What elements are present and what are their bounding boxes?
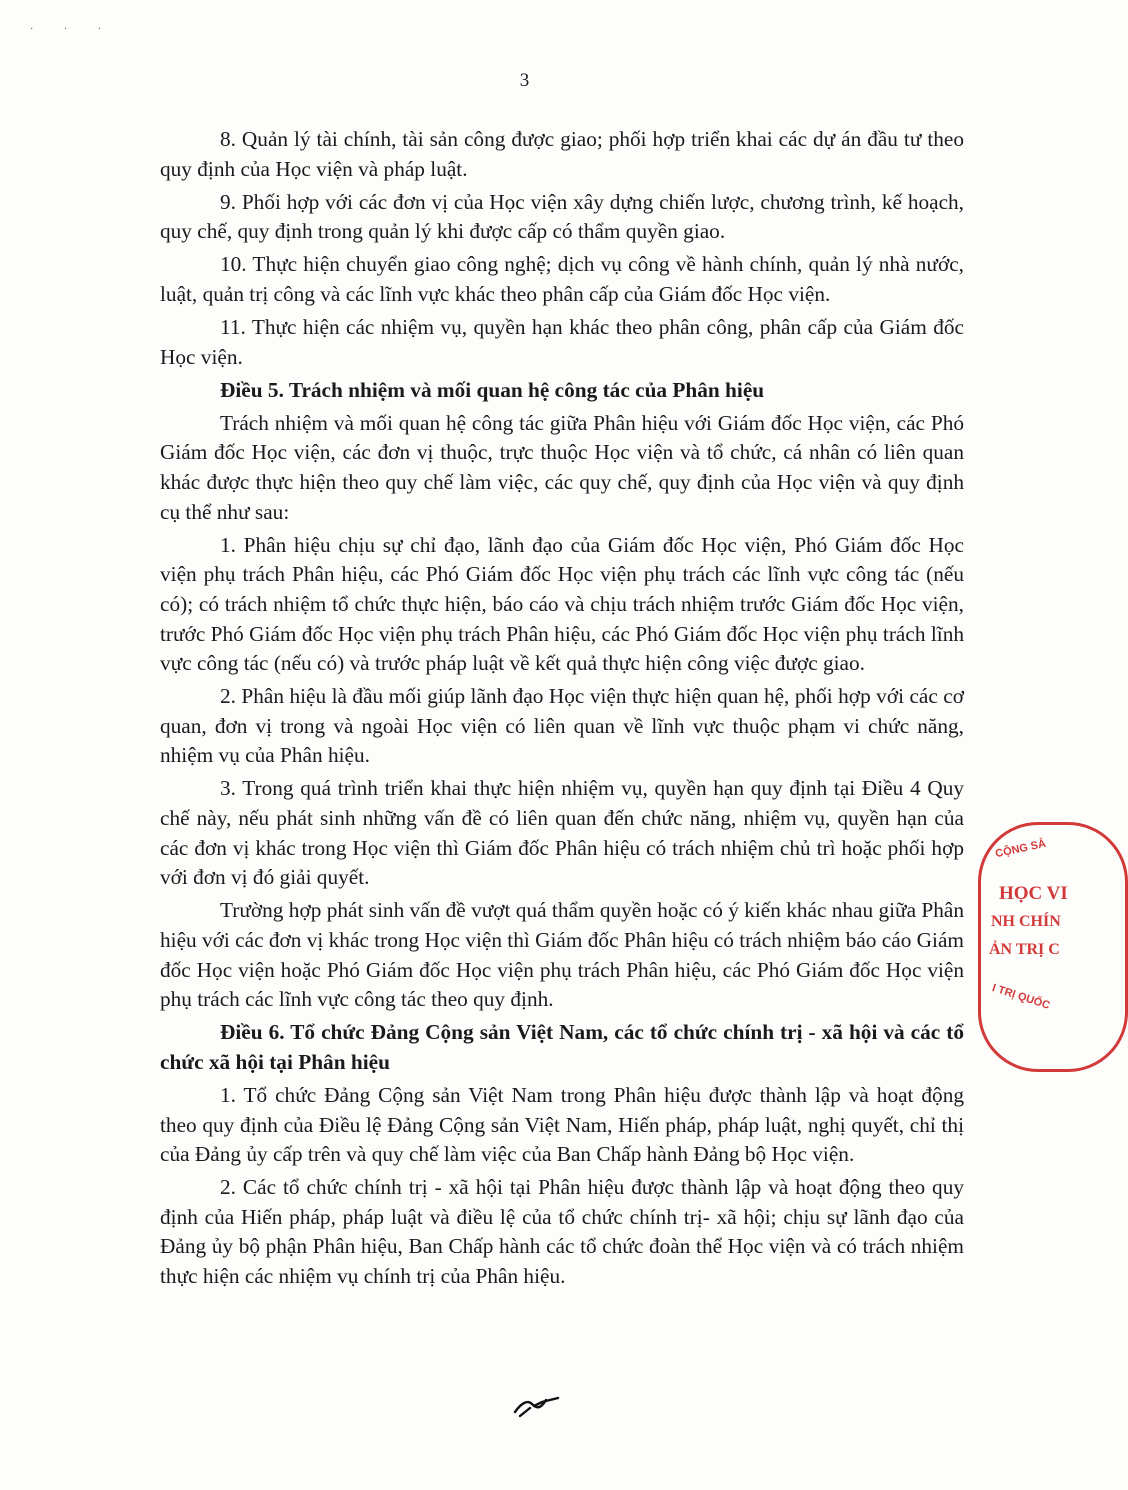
article-5-intro: Trách nhiệm và mối quan hệ công tác giữa Phân hiệu với Giám đốc Học viện, các Phó Giám đốc Học viện, các đơn vị thuộc, trực thuộc Học viện và tổ chức, cá nhân có liên quan khác được thực hiện theo quy chế làm việc, các quy chế, quy định của Học viện và quy định cụ thể như sau: xyxy=(160,410,964,524)
stamp-line-2: NH CHÍN xyxy=(991,913,1061,930)
article-5-heading: Điều 5. Trách nhiệm và mối quan hệ công tác của Phân hiệu xyxy=(220,377,765,402)
item-8: 8. Quản lý tài chính, tài sản công được giao; phối hợp triển khai các dự án đầu tư theo quy định của Học viện và pháp luật. xyxy=(160,127,964,181)
article-5-clause-3: 3. Trong quá trình triển khai thực hiện nhiệm vụ, quyền hạn quy định tại Điều 4 Quy chế này, nếu phát sinh những vấn đề có liên quan đến chức năng, nhiệm vụ, quyền hạn của các đơn vị khác trong Học viện thì Giám đốc Phân hiệu có trách nhiệm chủ trì hoặc phối hợp với đơn vị đó giải quyết. xyxy=(160,776,964,890)
stamp-line-1: HỌC VI xyxy=(999,883,1068,904)
article-5-clause-2: 2. Phân hiệu là đầu mối giúp lãnh đạo Học viện thực hiện quan hệ, phối hợp với các cơ quan, đơn vị trong và ngoài Học viện có liên quan về lĩnh vực thuộc phạm vi chức năng, nhiệm vụ của Phân hiệu. xyxy=(160,684,964,768)
document-body xyxy=(160,125,964,1295)
item-9: 9. Phối hợp với các đơn vị của Học viện xây dựng chiến lược, chương trình, kế hoạch, quy chế, quy định trong quản lý khi được cấp có thẩm quyền giao. xyxy=(160,189,964,244)
red-seal-stamp xyxy=(978,822,1128,1072)
stamp-line-3: ẢN TRỊ C xyxy=(989,941,1060,958)
article-5-clause-1: 1. Phân hiệu chịu sự chỉ đạo, lãnh đạo của Giám đốc Học viện, Phó Giám đốc Học viện phụ trách Phân hiệu, các Phó Giám đốc Học viện phụ trách các lĩnh vực công tác (nếu có); có trách nhiệm tổ chức thực hiện, báo cáo và chịu trách nhiệm trước Giám đốc Học viện, trước Phó Giám đốc Học viện phụ trách Phân hiệu, các Phó Giám đốc Học viện phụ trách lĩnh vực công tác (nếu có) và trước pháp luật về kết quả thực hiện công việc được giao. xyxy=(160,532,964,676)
stamp-bottom-text: I TRỊ QUỐC xyxy=(990,982,1052,1012)
article-5-clause-3-continued: Trường hợp phát sinh vấn đề vượt quá thẩm quyền hoặc có ý kiến khác nhau giữa Phân hiệu với các đơn vị khác trong Học viện thì Giám đốc Phân hiệu có trách nhiệm báo cáo Giám đốc Học viện hoặc Phó Giám đốc Học viện phụ trách Phân hiệu, các Phó Giám đốc Học viện phụ trách các lĩnh vực công tác theo quy định. xyxy=(160,898,964,1012)
initials-signature xyxy=(512,1392,562,1418)
item-11: 11. Thực hiện các nhiệm vụ, quyền hạn khác theo phân công, phân cấp của Giám đốc Học viện. xyxy=(160,315,964,369)
item-10: 10. Thực hiện chuyển giao công nghệ; dịch vụ công về hành chính, quản lý nhà nước, luật, quản trị công và các lĩnh vực khác theo phân cấp của Giám đốc Học viện. xyxy=(160,252,964,306)
scan-specks: · · · xyxy=(30,24,115,35)
article-6-clause-1: 1. Tổ chức Đảng Cộng sản Việt Nam trong Phân hiệu được thành lập và hoạt động theo quy định của Điều lệ Đảng Cộng sản Việt Nam, Hiến pháp, pháp luật, nghị quyết, chỉ thị của Đảng ủy cấp trên và quy chế làm việc của Ban Chấp hành Đảng bộ Học viện. xyxy=(160,1082,964,1167)
article-6-heading: Điều 6. Tổ chức Đảng Cộng sản Việt Nam, các tổ chức chính trị - xã hội và các tổ chức xã hội tại Phân hiệu xyxy=(160,1020,964,1074)
page-number: 3 xyxy=(519,70,530,91)
article-6-clause-2: 2. Các tổ chức chính trị - xã hội tại Phân hiệu được thành lập và hoạt động theo quy định của Hiến pháp, pháp luật và điều lệ của tổ chức chính trị- xã hội; chịu sự lãnh đạo của Đảng ủy bộ phận Phân hiệu, Ban Chấp hành các tổ chức đoàn thể Học viện và có trách nhiệm thực hiện các nhiệm vụ chính trị của Phân hiệu. xyxy=(160,1175,964,1288)
stamp-top-text: CỘNG SẢ xyxy=(994,837,1048,861)
